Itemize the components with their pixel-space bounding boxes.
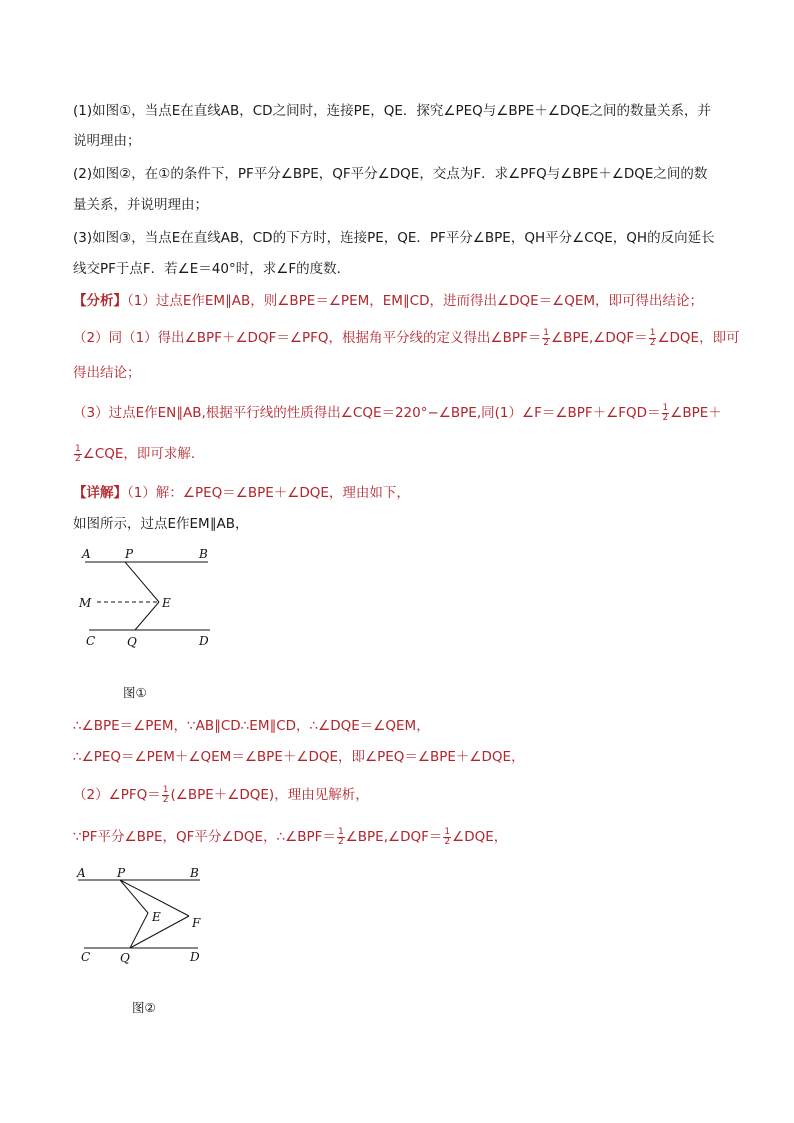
segment-pe <box>120 880 148 913</box>
segment-qe <box>135 602 159 630</box>
fraction-half: $\frac{1}{2}$ <box>649 327 656 348</box>
label-m: M <box>79 596 92 610</box>
label-c: C <box>86 634 96 648</box>
label-p: P <box>125 547 134 561</box>
q3-line1: (3)如图③，当点E在直线AB，CD的下方时，连接PE，QE．PF平分∠BPE，QH平分∠CQE，QH的反向延长 <box>73 230 715 246</box>
fraction-half: $\frac{1}{2}$ <box>162 784 169 805</box>
analysis-p2a: （2）同（1）得出∠BPF＋∠DQF＝∠PFQ，根据角平分线的定义得出∠BPF＝ <box>73 330 542 346</box>
analysis-p3b: ∠BPE＋ <box>670 405 722 421</box>
label-b: B <box>190 866 199 880</box>
analysis-line1 <box>73 291 703 311</box>
fraction-half: $\frac{1}{2}$ <box>662 402 669 423</box>
detail-d6b: ∠BPE,∠DQF＝ <box>345 829 443 845</box>
analysis-line3: 得出结论； <box>73 365 141 381</box>
fraction-half: $\frac{1}{2}$ <box>543 327 549 348</box>
detail-d5a: （2）∠PFQ＝ <box>73 787 161 803</box>
q1-line1: (1)如图①，当点E在直线AB，CD之间时，连接PE，QE．探究∠PEQ与∠BPE＋∠DQE之间的数量关系，并 <box>73 103 711 119</box>
analysis-p2c: ∠DQE，即可 <box>657 330 740 346</box>
label-e: E <box>162 596 171 610</box>
detail-line6 <box>73 827 507 847</box>
fraction-half: $\frac{1}{2}$ <box>75 443 81 464</box>
label-e: E <box>152 910 161 924</box>
label-a: A <box>77 866 86 880</box>
figure-2-caption: 图② <box>132 1000 156 1015</box>
analysis-tag: 【分析】 <box>73 293 127 309</box>
analysis-p3a: （3）过点E作EN∥AB,根据平行线的性质得出∠CQE＝220°−∠BPE,同(1）∠F＝∠BPF＋∠FQD＝ <box>73 405 661 421</box>
analysis-line5 <box>73 444 204 464</box>
label-f: F <box>192 916 201 930</box>
detail-line2: 如图所示，过点E作EM∥AB， <box>73 516 249 532</box>
label-c: C <box>81 950 91 964</box>
q2-line2: 量关系，并说明理由； <box>73 197 208 213</box>
label-q: Q <box>120 951 130 965</box>
label-b: B <box>199 547 208 561</box>
q3-line2: 线交PF于点F．若∠E＝40°时，求∠F的度数． <box>73 261 351 277</box>
detail-line3: ∴∠BPE＝∠PEM，∵AB∥CD∴EM∥CD，∴∠DQE＝∠QEM， <box>73 718 430 734</box>
figure-1-caption: 图① <box>123 685 147 700</box>
fraction-half: $\frac{1}{2}$ <box>337 826 344 847</box>
detail-d5b: (∠BPE＋∠DQE)，理由见解析， <box>170 787 369 803</box>
detail-d1: （1）解：∠PEQ＝∠BPE＋∠DQE，理由如下， <box>127 485 410 501</box>
figure-2 <box>72 863 212 968</box>
detail-tag: 【详解】 <box>73 485 127 501</box>
fraction-half: $\frac{1}{2}$ <box>444 826 451 847</box>
q2-line1: (2)如图②，在①的条件下，PF平分∠BPE，QF平分∠DQE，交点为F．求∠PFQ与∠BPE＋∠DQE之间的数 <box>73 166 708 182</box>
label-d: D <box>199 634 209 648</box>
q1-line2: 说明理由； <box>73 133 141 149</box>
label-p: P <box>117 866 126 880</box>
detail-d6a: ∵PF平分∠BPE，QF平分∠DQE，∴∠BPF＝ <box>73 829 336 845</box>
label-q: Q <box>127 635 137 649</box>
detail-line4: ∴∠PEQ＝∠PEM＋∠QEM＝∠BPE＋∠DQE，即∠PEQ＝∠BPE＋∠DQE， <box>73 749 525 765</box>
detail-line1 <box>73 483 410 503</box>
label-a: A <box>82 547 91 561</box>
figure-1 <box>75 544 225 654</box>
detail-line5 <box>73 785 369 805</box>
segment-pe <box>125 562 159 602</box>
analysis-p3c: ∠CQE，即可求解． <box>82 446 205 462</box>
analysis-p2b: ∠BPE,∠DQF＝ <box>550 330 648 346</box>
detail-d6c: ∠DQE， <box>452 829 508 845</box>
analysis-line2 <box>73 328 740 348</box>
label-d: D <box>190 950 200 964</box>
analysis-p1: （1）过点E作EM∥AB，则∠BPE＝∠PEM，EM∥CD，进而得出∠DQE＝∠QEM，即可得出结论； <box>127 293 704 309</box>
analysis-line4 <box>73 403 722 423</box>
